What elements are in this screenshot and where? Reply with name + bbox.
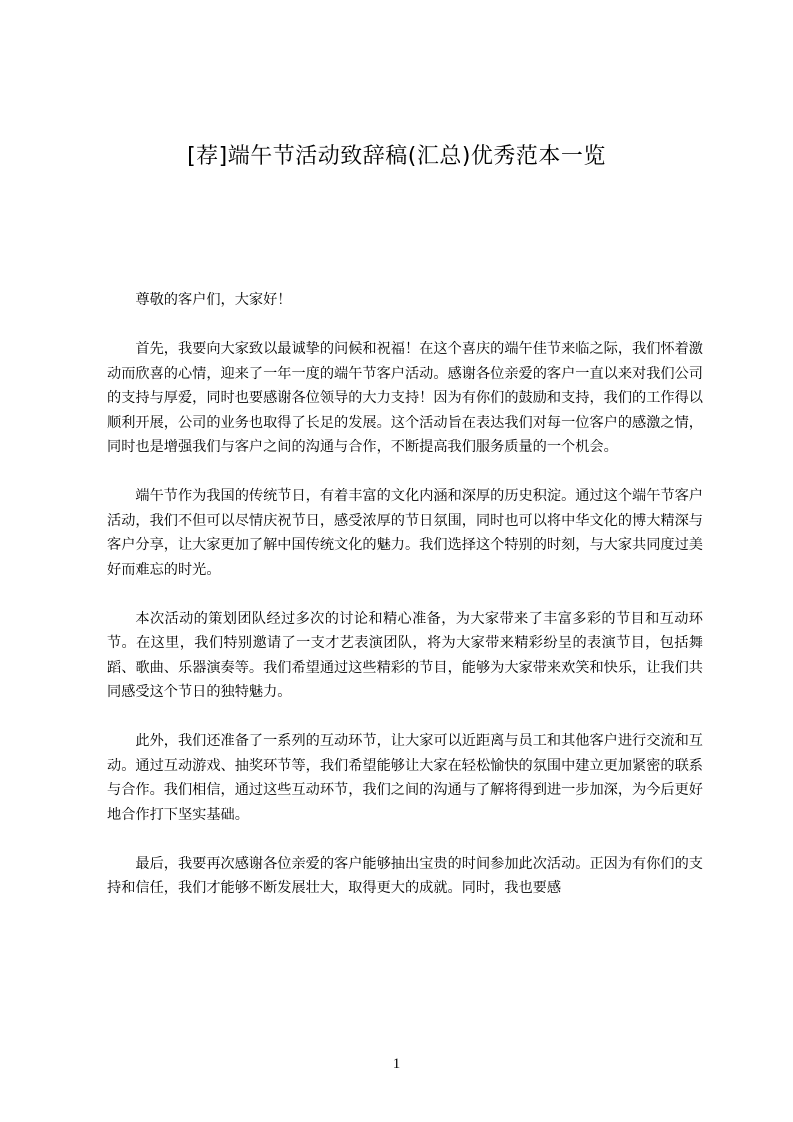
body-paragraph: 最后，我要再次感谢各位亲爱的客户能够抽出宝贵的时间参加此次活动。正因为有你们的支持和信任，我们才能够不断发展壮大，取得更大的成就。同时，我也要感 <box>107 855 703 896</box>
body-paragraph: 此外，我们还准备了一系列的互动环节，让大家可以近距离与员工和其他客户进行交流和互动。通过互动游戏、抽奖环节等，我们希望能够让大家在轻松愉快的氛围中建立更加紧密的联系与合作。我们相信，通过这些互动环节，我们之间的沟通与了解将得到进一步加深，为今后更好地合作打下坚实基础。 <box>107 733 703 823</box>
body-paragraph: 本次活动的策划团队经过多次的讨论和精心准备，为大家带来了丰富多彩的节目和互动环节。在这里，我们特别邀请了一支才艺表演团队，将为大家带来精彩纷呈的表演节目，包括舞蹈、歌曲、乐器演奏等。我们希望通过这些精彩的节目，能够为大家带来欢笑和快乐，让我们共同感受这个节日的独特魅力。 <box>107 610 703 700</box>
page-number: 1 <box>392 1056 401 1072</box>
document-title: [荐]端午节活动致辞稿(汇总)优秀范本一览 <box>187 144 606 169</box>
body-paragraph: 端午节作为我国的传统节日，有着丰富的文化内涵和深厚的历史积淀。通过这个端午节客户活动，我们不但可以尽情庆祝节日，感受浓厚的节日氛围，同时也可以将中华文化的博大精深与客户分享，让大家更加了解中国传统文化的魅力。我们选择这个特别的时刻，与大家共同度过美好而难忘的时光。 <box>107 488 703 578</box>
greeting-paragraph: 尊敬的客户们，大家好！ <box>135 292 292 308</box>
body-paragraph: 首先，我要向大家致以最诚挚的问候和祝福！在这个喜庆的端午佳节来临之际，我们怀着激动而欣喜的心情，迎来了一年一度的端午节客户活动。感谢各位亲爱的客户一直以来对我们公司的支持与厚爱，同时也要感谢各位领导的大力支持！因为有你们的鼓励和支持，我们的工作得以顺利开展，公司的业务也取得了长足的发展。这个活动旨在表达我们对每一位客户的感激之情，同时也是增强我们与客户之间的沟通与合作，不断提高我们服务质量的一个机会。 <box>107 341 703 455</box>
document-body <box>107 288 703 925</box>
